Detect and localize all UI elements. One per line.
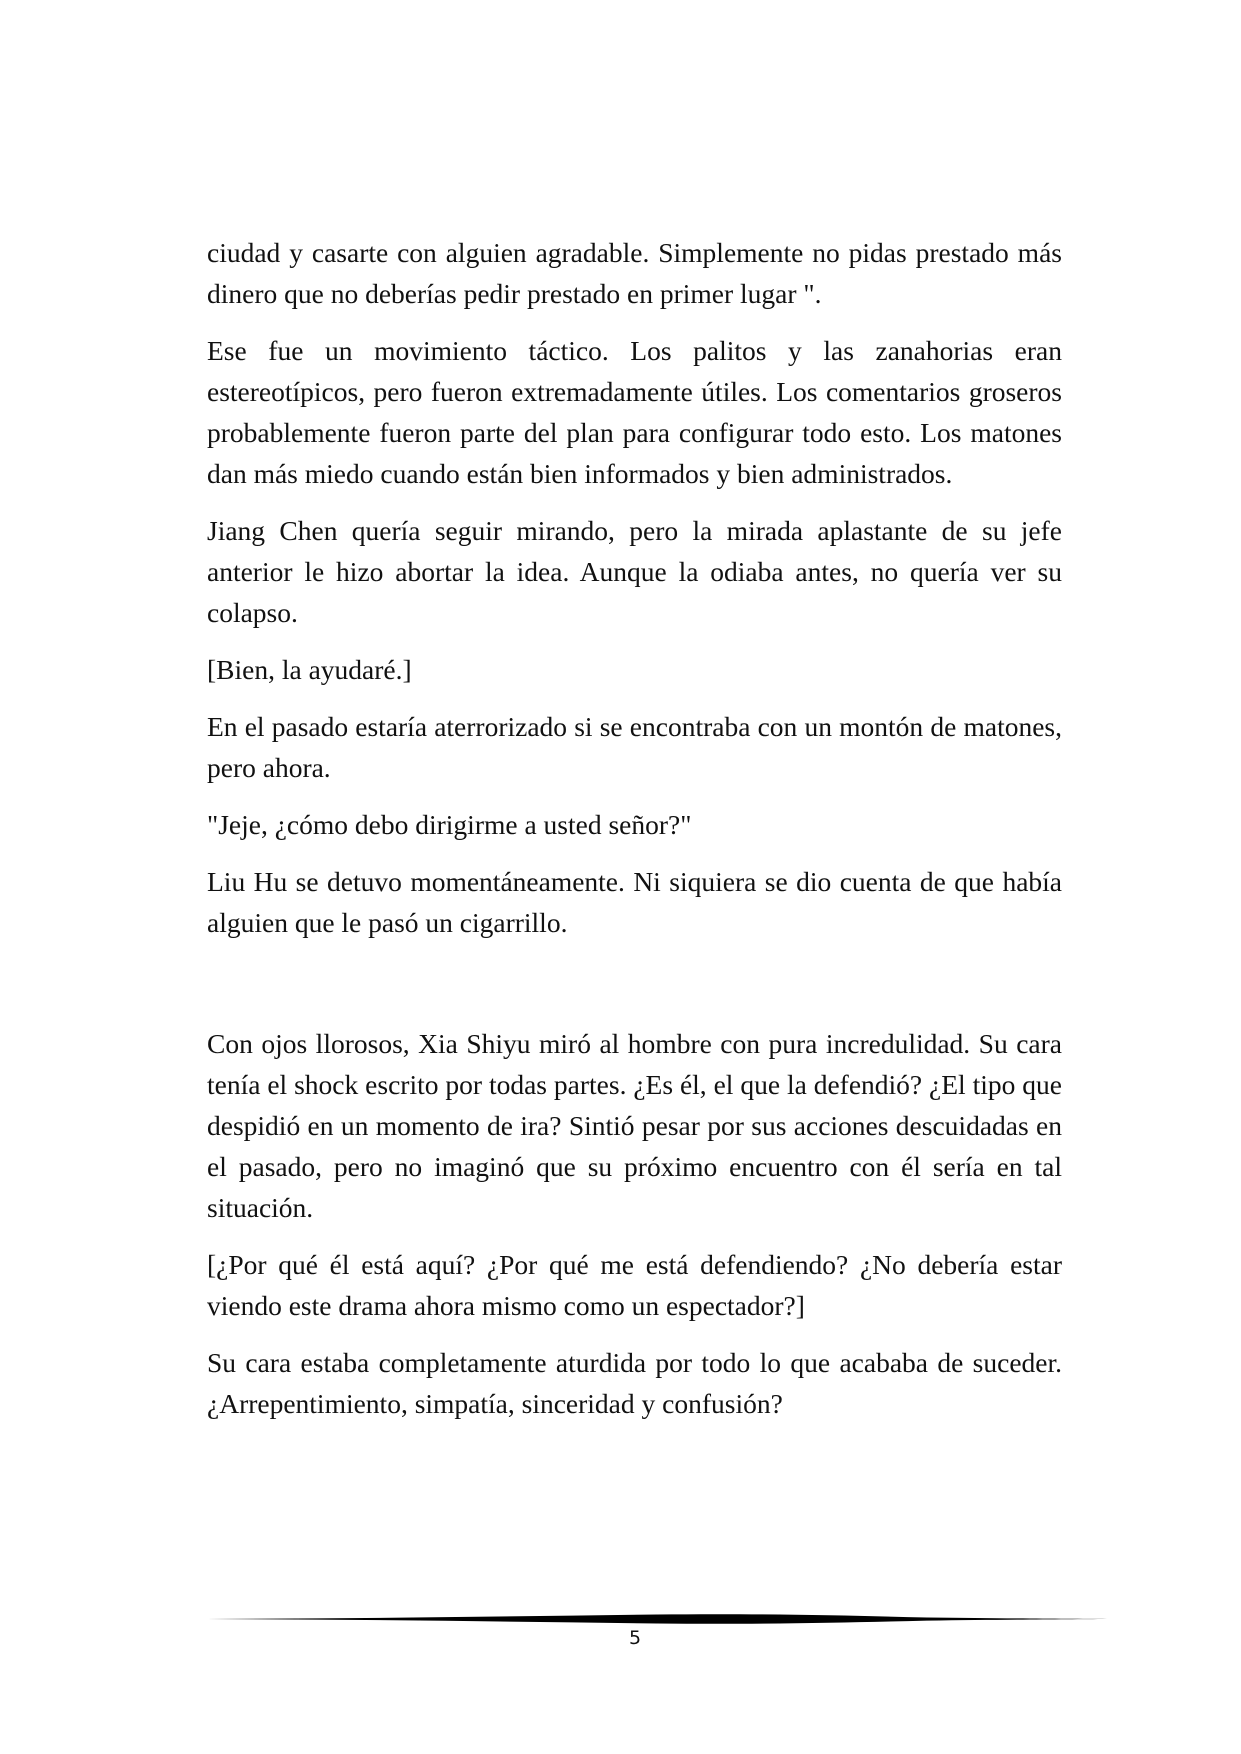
paragraph: Jiang Chen quería seguir mirando, pero la mirada aplastante de su jefe anterior le hizo abortar la idea. Aunque la odiaba antes, no quería ver su colapso.	[207, 515, 1062, 628]
paragraph: [¿Por qué él está aquí? ¿Por qué me está defendiendo? ¿No debería estar viendo este drama ahora mismo como un espectador?]	[207, 1249, 1062, 1321]
body-text	[207, 232, 1062, 1440]
page-number: 5	[628, 1627, 642, 1649]
paragraph: En el pasado estaría aterrorizado si se encontraba con un montón de matones, pero ahora.	[207, 711, 1062, 783]
paragraph: "Jeje, ¿cómo debo dirigirme a usted señor?"	[207, 809, 692, 840]
paragraph: [Bien, la ayudaré.]	[207, 654, 412, 685]
paragraph: Liu Hu se detuvo momentáneamente. Ni siquiera se dio cuenta de que había alguien que le pasó un cigarrillo.	[207, 866, 1062, 938]
paragraph: Ese fue un movimiento táctico. Los palitos y las zanahorias eran estereotípicos, pero fueron extremadamente útiles. Los comentarios groseros probablemente fueron parte del plan para configurar todo esto. Los matones dan más miedo cuando están bien informados y bien administrados.	[207, 335, 1062, 489]
section-break	[207, 959, 1062, 1023]
footer-divider	[207, 1612, 1107, 1626]
footer-divider-shape	[207, 1614, 1107, 1624]
paragraph: Su cara estaba completamente aturdida por todo lo que acababa de suceder. ¿Arrepentimiento, simpatía, sinceridad y confusión?	[207, 1347, 1062, 1419]
paragraph: ciudad y casarte con alguien agradable. Simplemente no pidas prestado más dinero que no deberías pedir prestado en primer lugar ".	[207, 237, 1062, 309]
paragraph: Con ojos llorosos, Xia Shiyu miró al hombre con pura incredulidad. Su cara tenía el shock escrito por todas partes. ¿Es él, el que la defendió? ¿El tipo que despidió en un momento de ira? Sintió pesar por sus acciones descuidadas en el pasado, pero no imaginó que su próximo encuentro con él sería en tal situación.	[207, 1028, 1062, 1223]
